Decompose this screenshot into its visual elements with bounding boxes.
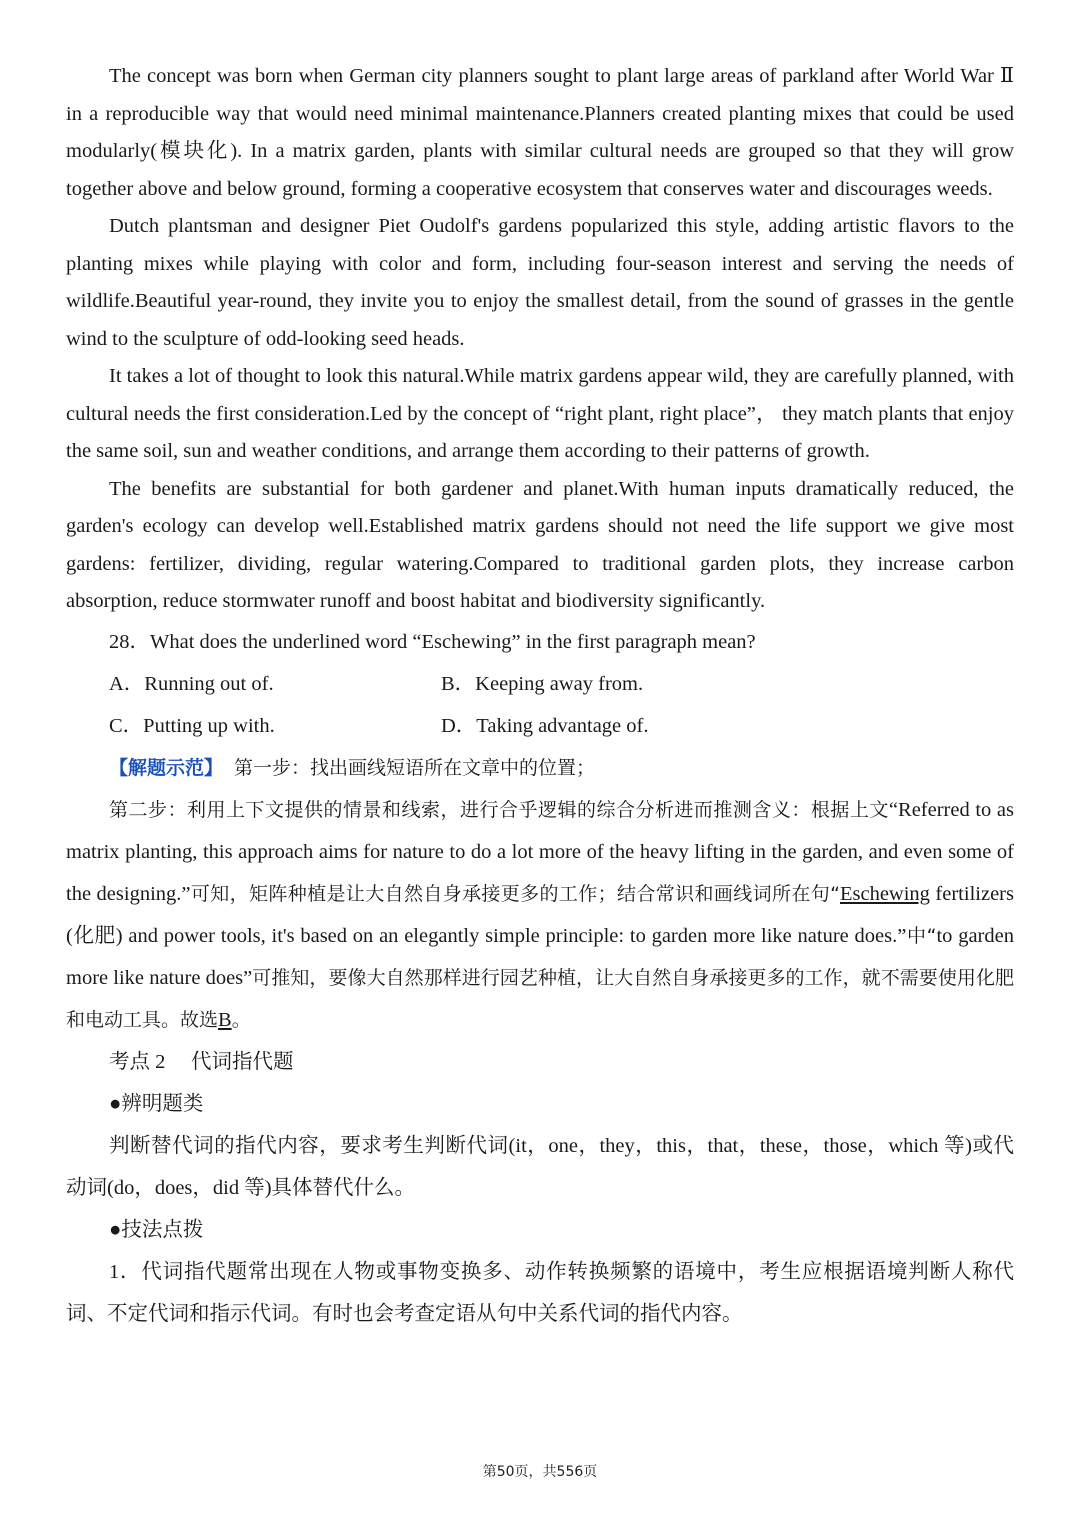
option-b: B．Keeping away from.: [441, 672, 644, 695]
quote-1: “Referred to as matrix planting, this approach aims for nature to do a lot more of the heavy lifting in the garden, and even some of the designing.”: [66, 798, 1014, 905]
paragraph-1: The concept was born when German city planners sought to plant large areas of parkland after World War Ⅱ in a reproducible way that would need minimal maintenance.Planners created planting mixes that could be used modularly(模块化). In a matrix garden, plants with similar cultural needs are grouped so that they will grow together above and below ground, forming a cooperative ecosystem that conserves water and discourages weeds.: [66, 65, 1014, 200]
solution-step-1: [66, 747, 1014, 789]
paragraph-3: It takes a lot of thought to look this natural.While matrix gardens appear wild, they are carefully planned, with cultural needs the first consideration.Led by the concept of “right plant, right place”， they match plants that enjoy the same soil, sun and weather conditions, and arrange them according to their patterns of growth.: [66, 365, 1014, 462]
step-1-text: 第一步：找出画线短语所在文章中的位置；: [234, 756, 596, 779]
solution-tag: 【解题示范】: [109, 756, 214, 779]
kaodian-heading: 考点 2 代词指代题: [109, 1050, 294, 1073]
option-c: C．Putting up with.: [109, 714, 275, 737]
tips-heading: ●技法点拨: [109, 1218, 204, 1241]
question-28: 28．What does the underlined word “Eschewing” in the first paragraph mean?: [109, 630, 756, 653]
identify-heading: ●辨明题类: [109, 1092, 204, 1115]
page-footer: 第50页，共556页: [482, 1464, 598, 1480]
options-row-1: [66, 663, 1014, 705]
step-2-s1: 可知，矩阵种植是让大自然自身承接更多的工作；结合常识和画线词所在句“: [190, 882, 840, 905]
step-2-s2: 中“: [906, 924, 937, 947]
tip-1: 1．代词指代题常出现在人物或事物变换多、动作转换频繁的语境中，考生应根据语境判断人称代词、不定代词和指示代词。有时也会考查定语从句中关系代词的指代内容。: [66, 1260, 1014, 1325]
answer-letter: B: [218, 1008, 232, 1031]
underlined-word: Eschewing: [839, 882, 930, 905]
solution-step-2: [66, 789, 1014, 1041]
document-page: [66, 58, 1014, 1335]
paragraph-2: Dutch plantsman and designer Piet Oudolf's gardens popularized this style, adding artistic flavors to the planting mixes while playing with color and form, including four-season interest and serving the needs of wildlife.Beautiful year-round, they invite you to enjoy the smallest detail, from the sound of grasses in the gentle wind to the sculpture of odd-looking seed heads.: [66, 215, 1014, 350]
paragraph-4: The benefits are substantial for both gardener and planet.With human inputs dramatically reduced, the garden's ecology can develop well.Established matrix gardens should not need the life support we give most gardens: fertilizer, dividing, regular watering.Compared to traditional garden plots, they increase carbon absorption, reduce stormwater runoff and boost habitat and biodiversity significantly.: [66, 477, 1014, 612]
identify-text: 判断替代词的指代内容，要求考生判断代词(it，one，they，this，that，these，those，which 等)或代动词(do，does，did 等)具体替代什么。: [66, 1134, 1014, 1199]
step-2-end: 。: [231, 1008, 251, 1031]
quote-3: to garden more like nature does”: [66, 924, 1014, 989]
options-row-2: [66, 705, 1014, 747]
quote-2: fertilizers (化肥) and power tools, it's based on an elegantly simple principle: to garden more like nature does.”: [66, 882, 1014, 947]
step-2-s3: 可推知，要像大自然那样进行园艺种植，让大自然自身承接更多的工作，就不需要使用化肥和电动工具。故选: [66, 966, 1014, 1031]
option-a: A．Running out of.: [109, 672, 274, 695]
option-d: D．Taking advantage of.: [441, 714, 649, 737]
step-2-text: 第二步：利用上下文提供的情景和线索，进行合乎逻辑的综合分析进而推测含义：根据上文: [109, 798, 889, 821]
